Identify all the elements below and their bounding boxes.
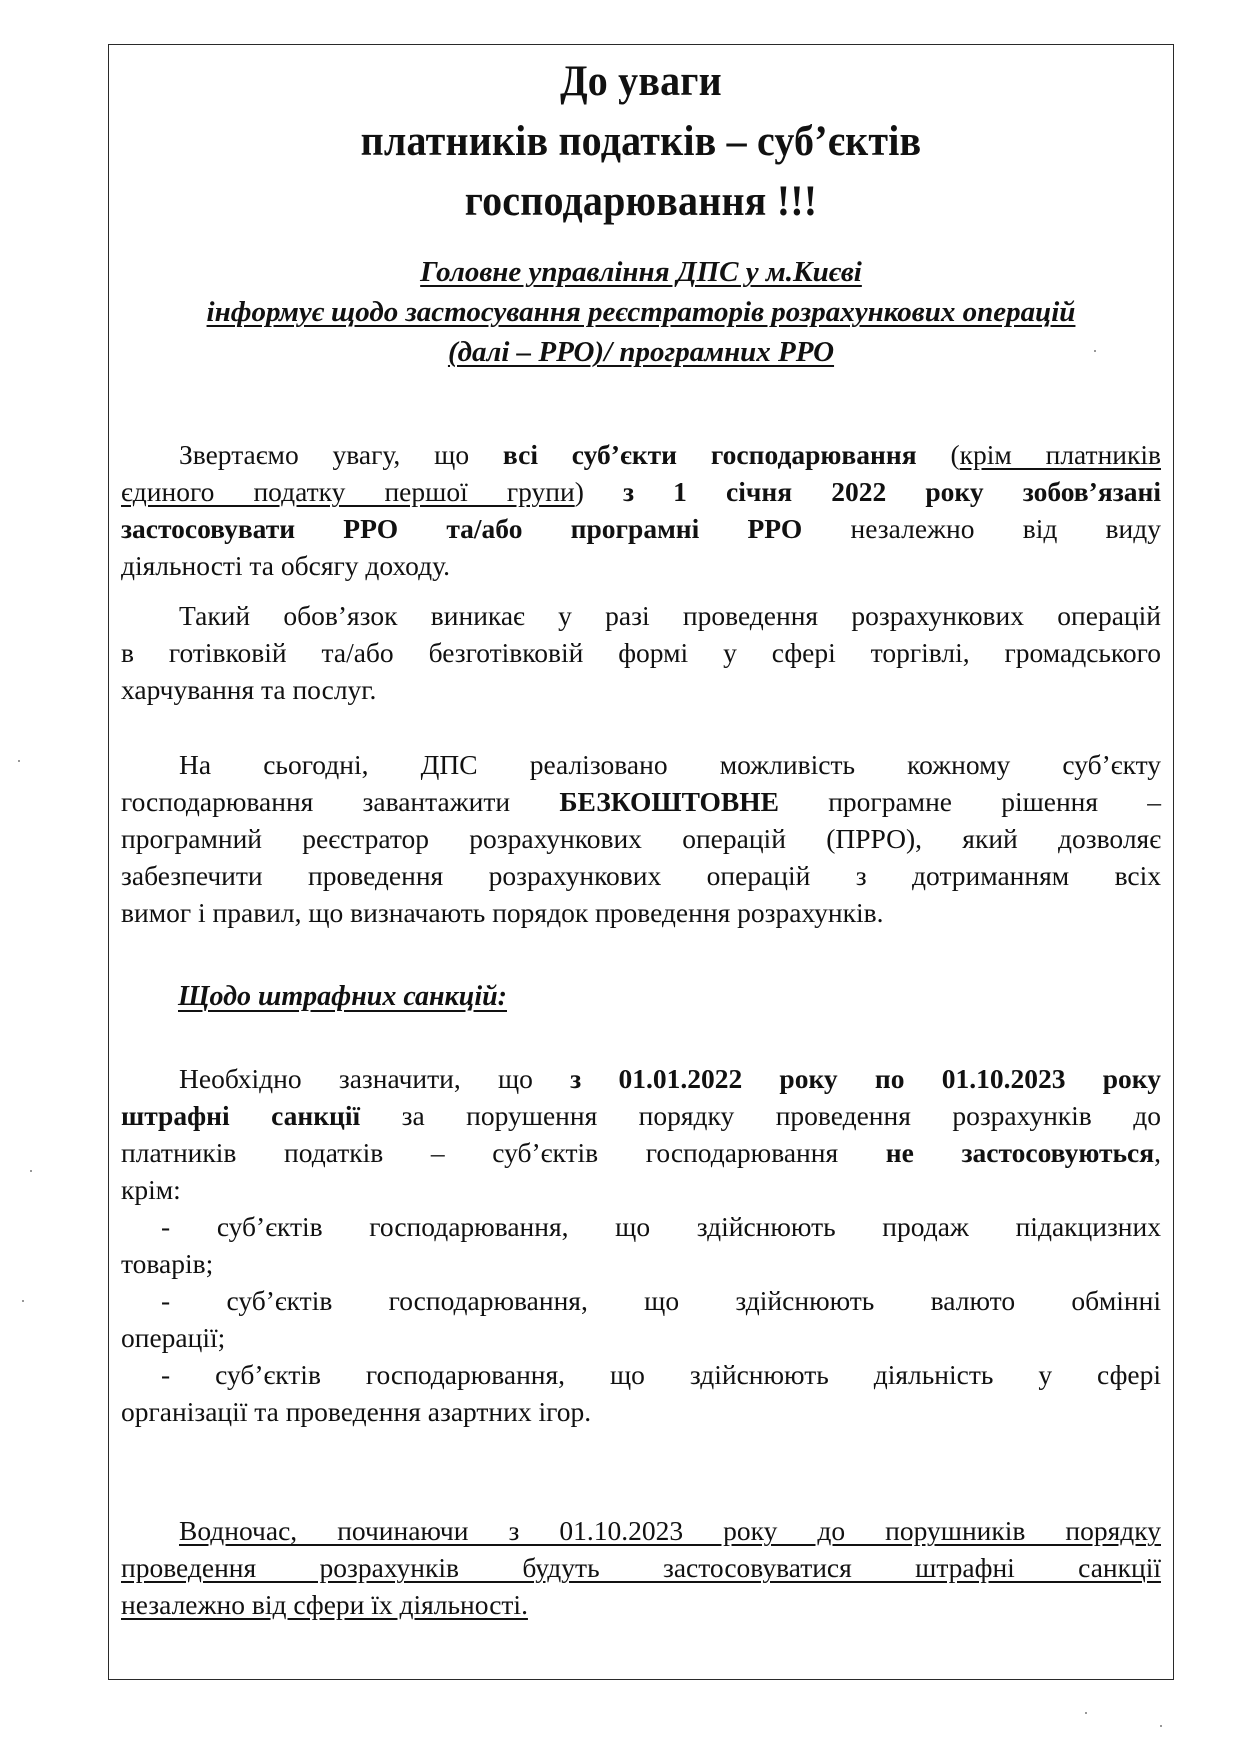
para1-line-3: застосовувати РРО та/або програмні РРО незалежно від виду bbox=[121, 513, 1161, 544]
title-line-2: платників податків – суб’єктів bbox=[360, 118, 922, 165]
para1-line-1: Звертаємо увагу, що всі суб’єкти господарювання (крім платників bbox=[179, 439, 1161, 470]
exception-1-line-2: товарів; bbox=[121, 1248, 214, 1279]
exception-item bbox=[121, 1282, 1161, 1356]
scan-speck bbox=[1085, 1712, 1087, 1714]
title-line-1: До уваги bbox=[560, 58, 722, 105]
sanctions-heading: Щодо штрафних санкцій: bbox=[178, 981, 507, 1012]
scan-speck bbox=[30, 1170, 32, 1172]
exception-3-line-1: - суб’єктів господарювання, що здійснюють діяльність у сфері bbox=[161, 1359, 1161, 1390]
para3-line-2: господарювання завантажити БЕЗКОШТОВНЕ програмне рішення – bbox=[121, 786, 1161, 817]
para4-line-4: крім: bbox=[121, 1174, 181, 1205]
para2-line-3: харчування та послуг. bbox=[121, 674, 377, 705]
document-subtitle bbox=[120, 252, 1162, 372]
para5-line-3: незалежно від сфери їх діяльності. bbox=[121, 1589, 528, 1620]
paragraph-free-prro bbox=[121, 746, 1161, 931]
para5-line-1: Водночас, починаючи з 01.10.2023 року до порушників порядку bbox=[179, 1515, 1161, 1546]
para3-line-1: На сьогодні, ДПС реалізовано можливість кожному суб’єкту bbox=[179, 749, 1161, 780]
scan-speck bbox=[1160, 1725, 1162, 1727]
para4-line-3: платників податків – суб’єктів господарювання не застосовуються, bbox=[121, 1137, 1161, 1168]
scan-speck bbox=[1094, 350, 1096, 352]
paragraph-sanctions bbox=[121, 1060, 1161, 1208]
title-line-3: господарювання !!! bbox=[464, 178, 818, 225]
para3-line-4: забезпечити проведення розрахункових операцій з дотриманням всіх bbox=[121, 860, 1161, 891]
para3-line-5: вимог і правил, що визначають порядок проведення розрахунків. bbox=[121, 897, 884, 928]
para2-line-2: в готівковій та/або безготівковій формі у сфері торгівлі, громадського bbox=[121, 637, 1161, 668]
exception-item bbox=[121, 1356, 1161, 1430]
subtitle-line-3: (далі – РРО)/ програмних РРО bbox=[447, 336, 835, 368]
paragraph-obligation bbox=[121, 436, 1161, 584]
para1-line-2: єдиного податку першої групи) з 1 січня 2022 року зобов’язані bbox=[121, 476, 1161, 507]
paragraph-from-october bbox=[121, 1512, 1161, 1623]
exception-2-line-1: - суб’єктів господарювання, що здійснюють валюто обмінні bbox=[161, 1285, 1161, 1316]
exception-item bbox=[121, 1208, 1161, 1282]
exception-1-line-1: - суб’єктів господарювання, що здійснюють продаж підакцизних bbox=[161, 1211, 1161, 1242]
para5-line-2: проведення розрахунків будуть застосовуватися штрафні санкції bbox=[121, 1552, 1161, 1583]
para1-line-4: діяльності та обсягу доходу. bbox=[121, 550, 450, 581]
exceptions-list bbox=[121, 1208, 1161, 1430]
exception-3-line-2: організації та проведення азартних ігор. bbox=[121, 1396, 592, 1427]
paragraph-duty bbox=[121, 597, 1161, 708]
para3-line-3: програмний реєстратор розрахункових операцій (ПРРО), який дозволяє bbox=[121, 823, 1161, 854]
para4-line-2: штрафні санкції за порушення порядку проведення розрахунків до bbox=[121, 1100, 1161, 1131]
scan-speck bbox=[18, 760, 20, 762]
document-title bbox=[145, 52, 1136, 232]
para4-line-1: Необхідно зазначити, що з 01.01.2022 року по 01.10.2023 року bbox=[179, 1063, 1161, 1094]
scan-speck bbox=[22, 1300, 24, 1302]
subtitle-line-2: інформує щодо застосування реєстраторів розрахункових операцій bbox=[206, 296, 1076, 328]
para2-line-1: Такий обов’язок виникає у разі проведення розрахункових операцій bbox=[179, 600, 1161, 631]
exception-2-line-2: операції; bbox=[121, 1322, 226, 1353]
subtitle-line-1: Головне управління ДПС у м.Києві bbox=[420, 256, 862, 288]
